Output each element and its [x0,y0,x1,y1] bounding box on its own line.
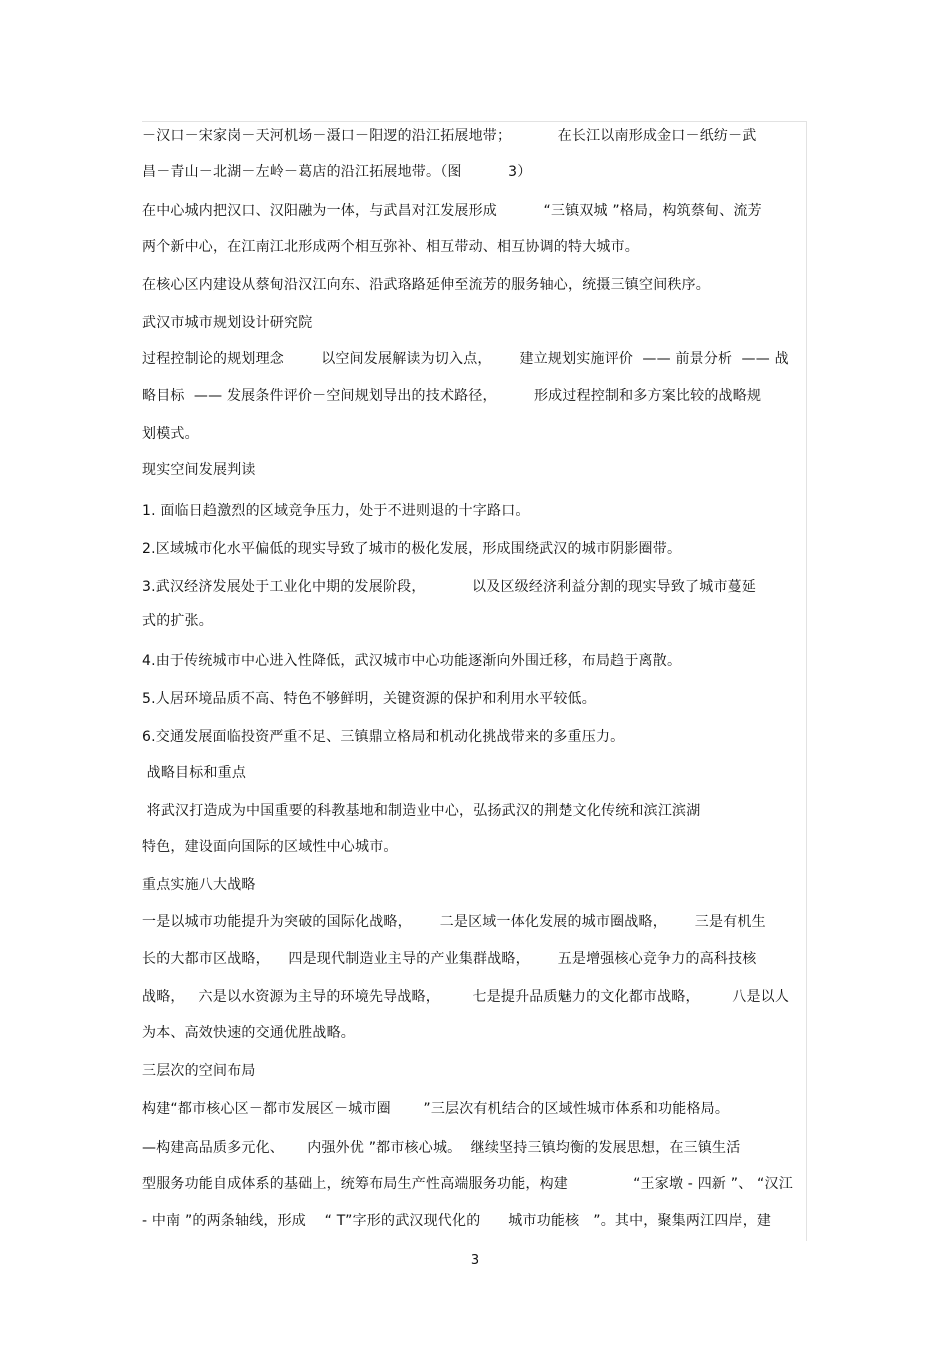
page-frame-right-rule [806,121,807,1241]
text-line: —构建高品质多元化、 内强外优 ”都市核心城。 继续坚持三镇均衡的发展思想，在三镇生活 [142,1140,741,1156]
text-line: 三层次的空间布局 [142,1063,256,1079]
text-line: 在核心区内建设从蔡甸沿汉江向东、沿武珞路延伸至流芳的服务轴心，统摄三镇空间秩序。 [142,277,710,293]
page-number: 3 [470,1253,480,1268]
text-line: 6.交通发展面临投资严重不足、三镇鼎立格局和机动化挑战带来的多重压力。 [142,729,625,745]
text-line: 武汉市城市规划设计研究院 [142,315,313,331]
text-line: 在中心城内把汉口、汉阳融为一体，与武昌对江发展形成 “三镇双城 ”格局，构筑蔡甸、流芳 [142,203,762,219]
text-line: 为本、高效快速的交通优胜战略。 [142,1025,355,1041]
text-line: 两个新中心，在江南江北形成两个相互弥补、相互带动、相互协调的特大城市。 [142,239,639,255]
page-frame-top-rule [142,121,806,122]
text-line: 2.区域城市化水平偏低的现实导致了城市的极化发展，形成围绕武汉的城市阴影圈带。 [142,541,682,557]
text-line: 过程控制论的规划理念 以空间发展解读为切入点， 建立规划实施评价 —— 前景分析 —— 战 [142,351,789,367]
text-line: 1. 面临日趋激烈的区域竞争压力，处于不进则退的十字路口。 [142,503,530,519]
text-line: 将武汉打造成为中国重要的科教基地和制造业中心，弘扬武汉的荆楚文化传统和滨江滨湖 [142,803,701,819]
text-line: 战略目标和重点 [142,765,247,781]
text-line: 式的扩张。 [142,613,213,629]
text-line: 长的大都市区战略， 四是现代制造业主导的产业集群战略， 五是增强核心竞争力的高科技核 [142,951,757,967]
text-line: 5.人居环境品质不高、特色不够鲜明，关键资源的保护和利用水平较低。 [142,691,596,707]
text-line: 略目标 —— 发展条件评价－空间规划导出的技术路径， 形成过程控制和多方案比较的战略规 [142,388,762,404]
text-line: 划模式。 [142,426,199,442]
text-line: 型服务功能自成体系的基础上，统筹布局生产性高端服务功能，构建 “王家墩 - 四新 ”、 “汉江 [142,1176,793,1192]
text-line: 现实空间发展判读 [142,462,256,478]
text-line: 战略， 六是以水资源为主导的环境先导战略， 七是提升品质魅力的文化都市战略， 八是以人 [142,989,790,1005]
text-line: －汉口－宋家岗－天河机场－滠口－阳逻的沿江拓展地带； 在长江以南形成金口－纸纺－武 [142,128,757,144]
text-line: 特色，建设面向国际的区域性中心城市。 [142,839,398,855]
text-line: 构建“都市核心区－都市发展区－城市圈 ”三层次有机结合的区域性城市体系和功能格局。 [142,1101,730,1117]
text-line: 4.由于传统城市中心进入性降低，武汉城市中心功能逐渐向外围迁移，布局趋于离散。 [142,653,682,669]
text-line: 3.武汉经济发展处于工业化中期的发展阶段， 以及区级经济利益分割的现实导致了城市蔓延 [142,579,757,595]
text-line: 昌－青山－北湖－左岭－葛店的沿江拓展地带。（图 3） [142,164,532,180]
text-line: 一是以城市功能提升为突破的国际化战略， 二是区域一体化发展的城市圈战略， 三是有机生 [142,914,766,930]
text-line: 重点实施八大战略 [142,877,256,893]
text-line: - 中南 ”的两条轴线，形成 “ T”字形的武汉现代化的 城市功能核 ”。其中，聚集两江四岸，建 [142,1213,772,1229]
